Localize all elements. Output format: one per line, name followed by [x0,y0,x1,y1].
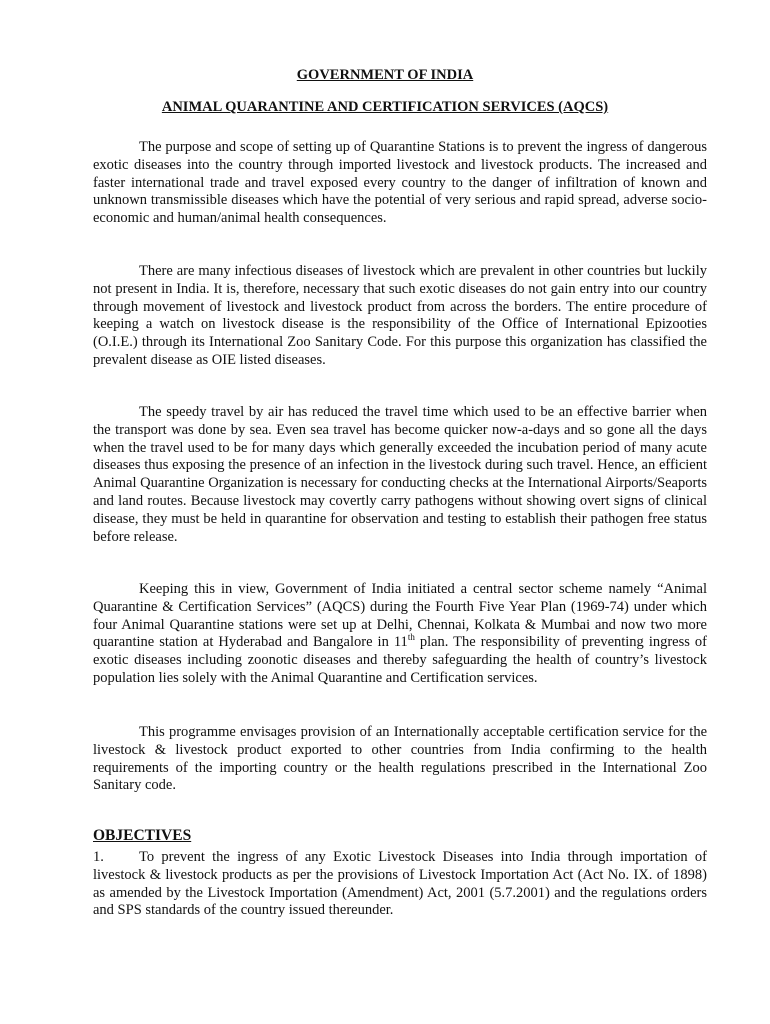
paragraph-scheme-history [93,581,707,688]
ordinal-superscript: th [407,632,415,643]
paragraph-scheme-text-end: plan. The responsibility of preventing ingress of exotic diseases including zoonotic diseases and thereby safeguarding the health of country’s livestock population lies solely with the Animal Quarantine and Certification services. [93,634,707,686]
objective-number: 1. [93,849,104,865]
paragraph-infectious-diseases: There are many infectious diseases of livestock which are prevalent in other countries but luckily not present in India. It is, therefore, necessary that such exotic diseases do not gain entry into our country through movement of livestock and livestock product from across the borders. The entire procedure of keeping a watch on livestock disease is the responsibility of the Office of International Epizooties (O.I.E.) through its International Zoo Sanitary Code. For this purpose this organization has classified the prevalent disease as OIE listed diseases. [93,263,707,368]
objective-item [93,849,707,920]
document-heading-aqcs: ANIMAL QUARANTINE AND CERTIFICATION SERVICES (AQCS) [161,99,609,115]
paragraph-programme: This programme envisages provision of an Internationally acceptable certification service for the livestock & livestock product exported to other countries from India confirming to the health requirements of the importing country or the health regulations prescribed in the International Zoo Sanitary code. [93,724,707,794]
paragraph-scheme-text-start: Keeping this in view, Government of India initiated a central sector scheme namely “Animal Quarantine & Certification Services” (AQCS) during the Fourth Five Year Plan (1969-74) under which four Animal Quarantine stations were set up at Delhi, Chennai, Kolkata & Mumbai and now two more quarantine station at Hyderabad and Bangalore in 11 [93,581,707,651]
paragraph-speedy-travel: The speedy travel by air has reduced the travel time which used to be an effective barrier when the transport was done by sea. Even sea travel has become quicker now-a-days and so gone all the days when the travel used to be for many days which generally exceeded the incubation period of many acute diseases thus exposing the presence of an infection in the livestock during such travel. Hence, an efficient Animal Quarantine Organization is necessary for conducting checks at the International Airports/Seaports and land routes. Because livestock may covertly carry pathogens without showing overt signs of clinical disease, they must be held in quarantine for observation and testing to establish their pathogen free status before release. [93,404,707,545]
objectives-heading: OBJECTIVES [93,827,192,844]
paragraph-purpose: The purpose and scope of setting up of Quarantine Stations is to prevent the ingress of dangerous exotic diseases into the country through imported livestock and livestock products. The increased and faster international trade and travel exposed every country to the danger of infiltration of known and unknown transmissible diseases which have the potential of very serious and rapid spread, adverse socio-economic and human/animal health consequences. [93,139,707,227]
document-heading-government: GOVERNMENT OF INDIA [296,67,474,83]
objective-text: To prevent the ingress of any Exotic Livestock Diseases into India through importation of livestock & livestock products as per the provisions of Livestock Importation Act (Act No. IX. of 1898) as amended by the Livestock Importation (Amendment) Act, 2001 (5.7.2001) and the regulations orders and SPS standards of the country issued thereunder. [93,849,707,919]
